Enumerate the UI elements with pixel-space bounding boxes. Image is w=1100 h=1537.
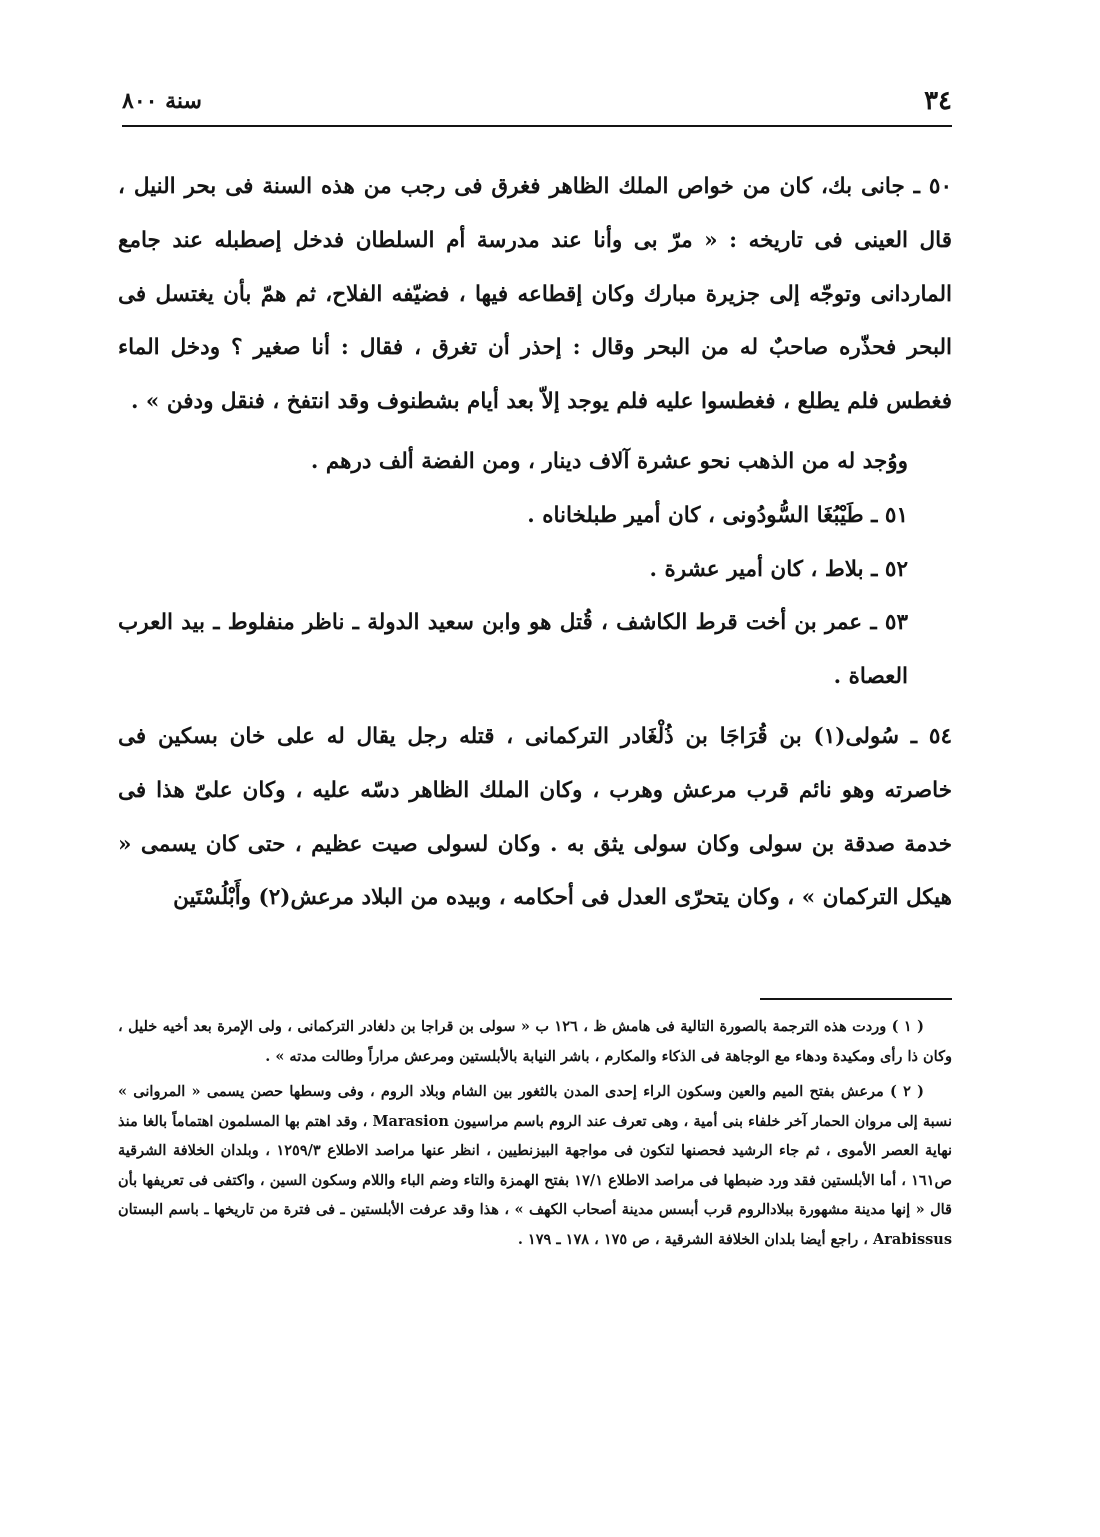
page-number: ٣٤: [924, 86, 952, 116]
entry-53: ٥٣ ـ عمر بن أخت قرط الكاشف ، قُتل هو وابن سعيد الدولة ـ ناظر منفلوط ـ بيد العرب العصاة .: [118, 610, 908, 690]
running-head: سنة ٨٠٠: [122, 88, 202, 114]
entry-50-continuation: ووُجد له من الذهب نحو عشرة آلاف دينار ، ومن الفضة ألف درهم .: [310, 448, 908, 474]
footnotes: [118, 1012, 952, 1254]
page-header: [122, 86, 952, 122]
entry-51: ٥١ ـ طَيْبُغَا السُّودُونى ، كان أمير طبلخاناه .: [527, 502, 908, 528]
footnote-1: ( ١ ) وردت هذه الترجمة بالصورة التالية فى هامش ظ ، ١٢٦ ب « سولى بن قراجا بن دلغادر التركمانى ، ولى الإمرة بعد أخيه خليل ، وكان ذا رأى ومكيدة ودهاء مع الوجاهة فى الذكاء والمكارم ، باشر النيابة بالأبلستين ومرعش مراراً وطالت مدته » .: [118, 1018, 952, 1065]
main-text: [118, 160, 952, 925]
entry-54: ٥٤ ـ سُولى(١) بن قُرَاجَا بن ذُلْغَادر التركمانى ، قتله رجل يقال له على خان بسكين فى خاصرته وهو نائم قرب مرعش وهرب ، وكان الملك الظاهر دسّه عليه ، وكان علىّ هذا فى خدمة صدقة بن سولى وكان سولى يثق به . وكان لسولى صيت عظيم ، حتى كان يسمى « هيكل التركمان » ، وكان يتحرّى العدل فى أحكامه ، وبيده من البلاد مرعش(٢) وأَبْلُسْتَين: [118, 723, 952, 911]
footnote-separator: [760, 998, 952, 1000]
footnote-2: ( ٢ ) مرعش بفتح الميم والعين وسكون الراء إحدى المدن بالثغور بين الشام وبلاد الروم ، وفى وسطها حصن يسمى « المروانى » نسبة إلى مروان الحمار آخر خلفاء بنى أمية ، وهى تعرف عند الروم باسم مراسيون Marasion ، وقد اهتم بها المسلمون اهتماماً بالغا منذ نهاية العصر الأموى ، ثم جاء الرشيد فحصنها لتكون فى مواجهة البيزنطيين ، انظر عنها مراصد الاطلاع ١٢٥٩/٣ ، وبلدان الخلافة الشرقية ص١٦١ ، أما الأبلستين فقد ورد ضبطها فى مراصد الاطلاع ١٧/١ بفتح الهمزة والتاء وضم الباء واللام وسكون السين ، واكتفى فى تعريفها بأن قال « إنها مدينة مشهورة ببلادالروم قرب أبسس مدينة أصحاب الكهف » ، هذا وقد عرفت الأبلستين ـ فى فترة من تاريخها ـ باسم البستان Arabissus ، راجع أيضا بلدان الخلافة الشرقية ، ص ١٧٥ ، ١٧٨ ـ ١٧٩ .: [118, 1083, 952, 1248]
entry-50: ٥٠ ـ جانى بك، كان من خواص الملك الظاهر فغرق فى رجب من هذه السنة فى بحر النيل ، قال العينى فى تاريخه : « مرّ بى وأنا عند مدرسة أم السلطان فدخل إصطبله عند جامع الماردانى وتوجّه إلى جزيرة مبارك وكان إقطاعه فيها ، فضيّفه الفلاح، ثم همّ بأن يغتسل فى البحر فحذّره صاحبٌ له من البحر وقال : إحذر أن تغرق ، فقال : أنا صغير ؟ ودخل الماء فغطس فلم يطلع ، فغطسوا عليه فلم يوجد إلاّ بعد أيام بشطنوف وقد انتفخ ، فنقل ودفن » .: [118, 174, 952, 415]
header-rule: [122, 125, 952, 127]
entry-52: ٥٢ ـ بلاط ، كان أمير عشرة .: [649, 556, 908, 582]
